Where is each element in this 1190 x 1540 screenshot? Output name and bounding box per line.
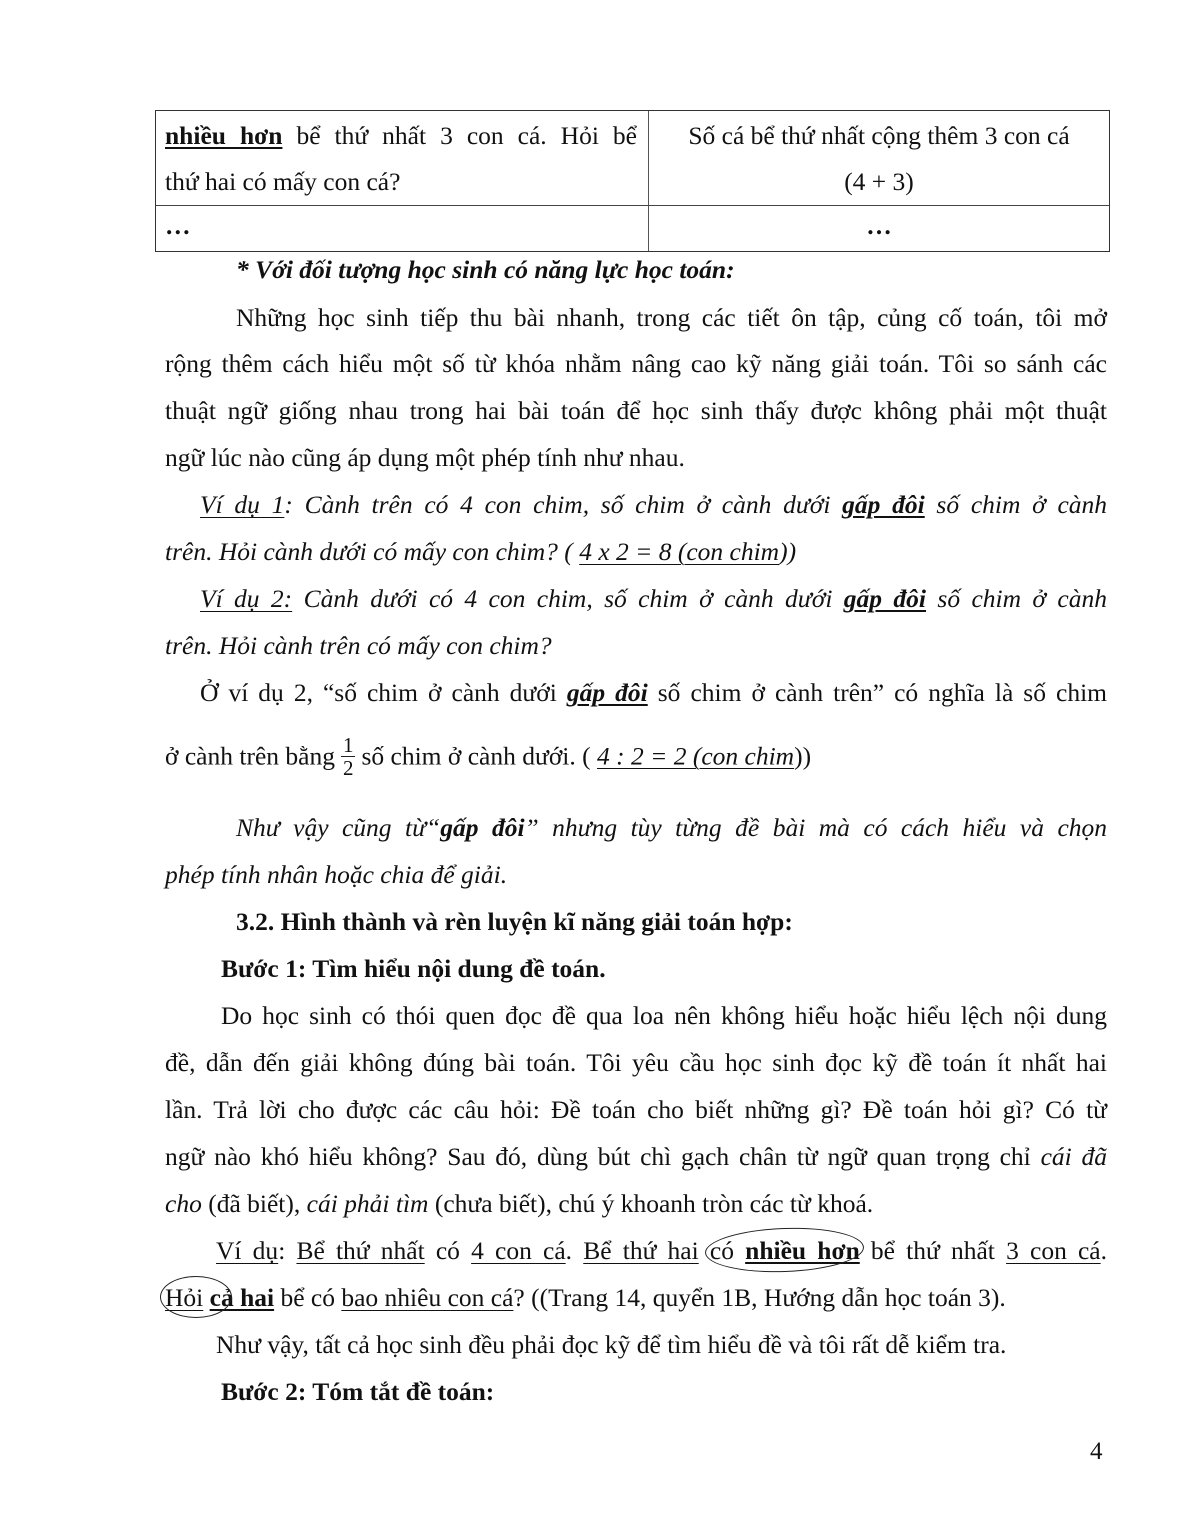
text: . <box>1100 1236 1108 1265</box>
fraction-numerator: 1 <box>342 733 354 757</box>
table-row-divider <box>156 205 1109 206</box>
text: ? ((Trang 14, quyển 1B, Hướng dẫn học toán 3). <box>513 1283 1006 1312</box>
text: Cành dưới có 4 con chim, số chim ở cành dưới <box>292 584 844 613</box>
underlined-phrase: bao nhiêu con cá <box>341 1283 514 1312</box>
table-cell-right-line2: (4 + 3) <box>844 167 914 196</box>
conclusion-line2: phép tính nhân hoặc chia để giải. <box>165 860 508 889</box>
conclusion-line1 <box>236 812 1107 844</box>
table-cell-right-row1 <box>650 113 1108 205</box>
keyword-gap-doi: gấp đôi <box>566 678 648 707</box>
text: : Cành trên có 4 con chim, số chim ở cành dưới <box>284 490 843 519</box>
paragraph-line: thuật ngữ giống nhau trong hai bài toán để học sinh thấy được không phải một thuật <box>165 396 1107 425</box>
example3-line1 <box>216 1235 1107 1267</box>
keyword-ca-hai: cả hai <box>209 1283 275 1312</box>
paragraph-line: đề, dẫn đến giải không đúng bài toán. Tôi yêu cầu học sinh đọc kỹ đề toán ít nhất hai <box>165 1048 1107 1077</box>
underlined-phrase: 3 con cá <box>1006 1236 1101 1265</box>
underlined-phrase: Bể thứ hai <box>583 1236 699 1265</box>
explanation-line1 <box>200 677 1107 709</box>
text: Như vậy cũng từ“ <box>236 813 441 842</box>
example2-line1 <box>200 583 1107 615</box>
keyword-gap-doi: gấp đôi <box>842 490 925 519</box>
keyword-gap-doi: gấp đôi <box>843 584 927 613</box>
example1-line2 <box>165 536 1107 568</box>
step1-heading: Bước 1: Tìm hiểu nội dung đề toán. <box>221 954 606 983</box>
underlined-phrase: 4 con cá <box>471 1236 566 1265</box>
example1-line1 <box>200 489 1107 521</box>
example2-line2: trên. Hỏi cành trên có mấy con chim? <box>165 631 552 660</box>
table-cell-left-line2: thứ hai có mấy con cá? <box>165 167 401 196</box>
fraction-denominator: 2 <box>342 756 354 780</box>
explanation-line2 <box>165 733 1107 780</box>
keyword-circle-mark <box>160 1276 232 1318</box>
text: (chưa biết), chú ý khoanh tròn các từ khoá. <box>428 1189 874 1218</box>
text: bể thứ nhất 3 con cá. Hỏi bể <box>282 121 637 150</box>
paragraph-line <box>165 1188 1107 1220</box>
underlined-phrase: Bể thứ nhất <box>296 1236 425 1265</box>
paragraph-line <box>165 1141 1107 1173</box>
table-cell-left-row1 <box>165 113 637 205</box>
paragraph-line: Những học sinh tiếp thu bài nhanh, trong các tiết ôn tập, củng cố toán, tôi mở <box>236 303 1107 332</box>
comparison-table <box>155 110 1110 252</box>
section-heading-3-2: 3.2. Hình thành và rèn luyện kĩ năng giải toán hợp: <box>236 907 793 936</box>
text: số chim ở cành <box>926 584 1107 613</box>
text: ” nhưng tùy từng đề bài mà có cách hiểu và chọn <box>524 813 1108 842</box>
paragraph-line: Do học sinh có thói quen đọc đề qua loa nên không hiểu hoặc hiểu lệch nội dung <box>221 1001 1107 1030</box>
text: có <box>698 1236 746 1265</box>
keyword-gap-doi: gấp đôi <box>440 813 525 842</box>
text: Ví dụ <box>216 1236 279 1265</box>
keyword-circle-mark <box>704 1225 864 1275</box>
text: số chim ở cành dưới. ( <box>361 741 598 771</box>
paragraph-line: Như vậy, tất cả học sinh đều phải đọc kỹ để tìm hiểu đề và tôi rất dễ kiểm tra. <box>216 1330 1007 1359</box>
italic-text: cái phải tìm <box>306 1189 429 1218</box>
text: : <box>278 1236 297 1265</box>
section-heading: * Với đối tượng học sinh có năng lực học toán: <box>236 255 735 284</box>
text: có <box>424 1236 472 1265</box>
table-column-divider <box>648 111 649 251</box>
paragraph-line: rộng thêm cách hiểu một số từ khóa nhằm nâng cao kỹ năng giải toán. Tôi so sánh các <box>165 349 1107 378</box>
fraction-one-half <box>341 734 356 779</box>
text: (đã biết), <box>201 1189 307 1218</box>
text: ở cành trên bằng <box>165 741 335 771</box>
text: số chim ở cành <box>924 490 1108 519</box>
underlined-phrase: Hỏi <box>165 1283 204 1312</box>
table-cell-right-line1: Số cá bể thứ nhất cộng thêm 3 con cá <box>688 121 1070 150</box>
step2-heading: Bước 2: Tóm tắt đề toán: <box>221 1377 495 1406</box>
paragraph-line: lần. Trả lời cho được các câu hỏi: Đề toán cho biết những gì? Đề toán hỏi gì? Có từ <box>165 1095 1107 1124</box>
text: Ở ví dụ 2, “số chim ở cành dưới <box>200 678 567 707</box>
paragraph-line: ngữ lúc nào cũng áp dụng một phép tính như nhau. <box>165 443 685 472</box>
text: bể thứ nhất <box>859 1236 1007 1265</box>
text: ngữ nào khó hiểu không? Sau đó, dùng bút chì gạch chân từ ngữ quan trọng chỉ <box>165 1142 1041 1171</box>
text: bể có <box>274 1283 342 1312</box>
table-cell-left-line1 <box>165 113 637 159</box>
example1-answer: 4 x 2 = 8 (con chim <box>579 537 780 566</box>
table-cell-left-row2: … <box>165 211 191 240</box>
keyword-nhieu-hon: nhiều hơn <box>745 1236 860 1265</box>
italic-text: cho <box>165 1189 202 1218</box>
text: số chim ở cành trên” có nghĩa là số chim <box>647 678 1107 707</box>
example3-line2 <box>165 1282 1107 1314</box>
text: . <box>565 1236 584 1265</box>
text: )) <box>794 741 812 771</box>
italic-text: cái đã <box>1040 1142 1107 1171</box>
text: )) <box>779 537 797 566</box>
example1-label: Ví dụ 1 <box>200 490 285 519</box>
keyword-nhieu-hon: nhiều hơn <box>165 121 283 150</box>
table-cell-right-row2: … <box>866 211 892 240</box>
page-number: 4 <box>1090 1438 1103 1465</box>
text: trên. Hỏi cành dưới có mấy con chim? ( <box>165 537 580 566</box>
example2-label: Ví dụ 2: <box>200 584 293 613</box>
explanation-answer: 4 : 2 = 2 (con chim <box>597 741 795 771</box>
